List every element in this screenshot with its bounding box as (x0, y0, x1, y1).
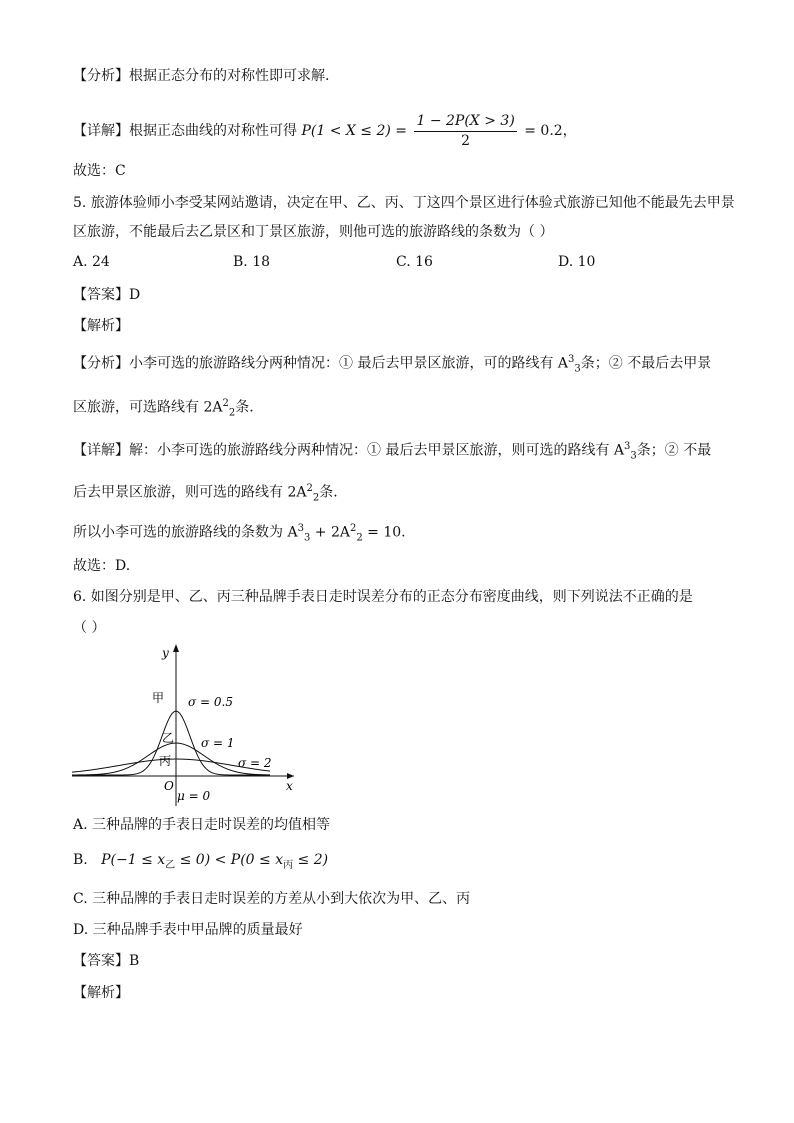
detail-tag: 【详解】 (73, 442, 129, 459)
q5-stem-line1: 5. 旅游体验师小李受某网站邀请，决定在甲、乙、丙、丁这四个景区进行体验式旅游已知他不能最先去甲景 (73, 195, 735, 211)
subscript: 3 (303, 532, 311, 544)
formula-fraction (414, 112, 516, 150)
q6-option-c: C. 三种品牌的手表日走时误差的方差从小到大依次为甲、乙、丙 (73, 891, 471, 907)
sum-text: = 10. (362, 524, 406, 541)
analysis-tag: 【分析】 (73, 68, 129, 84)
q5-detail-line2 (73, 479, 338, 508)
q5-stem-line2: 区旅游，不能最后去乙景区和丁景区旅游，则他可选的旅游路线的条数为（ ） (73, 224, 554, 240)
subscript: 丙 (283, 859, 294, 871)
detail-text: 条. (319, 484, 338, 501)
subscript: 2 (312, 492, 320, 504)
q5-sum (73, 519, 406, 548)
analysis-tag: 【分析】 (73, 355, 129, 372)
analysis-text: 条；② 不最后去甲景 (580, 355, 712, 372)
analysis-text: 小李可选的旅游路线分两种情况：① 最后去甲景区旅游，可的路线有 A (129, 355, 569, 372)
answer-value: D (129, 287, 141, 303)
sum-text: + 2A (310, 524, 350, 541)
q6-stem-line1: 6. 如图分别是甲、乙、丙三种品牌手表日走时误差分布的正态分布密度曲线，则下列说法不正确的是 (73, 589, 693, 605)
curve-label-jia: 甲 (152, 691, 165, 705)
y-axis-arrow-icon (173, 644, 179, 652)
option-b-expr: P(−1 ≤ x (101, 852, 166, 868)
subscript: 3 (630, 450, 637, 462)
q5-option-b: B. 18 (233, 254, 271, 270)
q6-option-d: D. 三种品牌手表中甲品牌的质量最好 (73, 922, 303, 938)
option-b-expr: ≤ 2) (293, 852, 329, 868)
subscript: 2 (228, 407, 236, 419)
detail-text: 条；② 不最 (636, 442, 712, 459)
detail-tag: 【详解】 (73, 123, 129, 139)
subscript: 乙 (165, 859, 176, 871)
analysis-text: 区旅游，可选路线有 2A (73, 399, 223, 416)
superscript: 3 (624, 441, 631, 452)
answer-value: B (129, 953, 140, 969)
q5-option-d: D. 10 (558, 254, 596, 270)
q6-option-b (73, 850, 328, 876)
analysis-text: 根据正态分布的对称性即可求解. (129, 68, 330, 84)
formula-denominator: 2 (461, 133, 471, 149)
sigma-label-jia: σ = 0.5 (188, 695, 233, 709)
q6-stem-line2: （ ） (73, 620, 106, 636)
answer-tag: 【答案】 (73, 287, 129, 303)
formula-rhs: = 0.2， (524, 123, 577, 139)
option-b-label: B. (73, 852, 88, 868)
q5-solution-tag: 【解析】 (73, 318, 129, 334)
superscript: 2 (222, 398, 229, 409)
y-axis-label: y (162, 646, 169, 660)
normal-curves-figure (70, 640, 310, 810)
x-axis-label: x (286, 779, 293, 793)
q5-option-c: C. 16 (396, 254, 433, 270)
detail-text: 解：小李可选的旅游路线分两种情况：① 最后去甲景区旅游，则可选的路线有 A (129, 442, 625, 459)
curve-label-bing: 丙 (159, 754, 172, 768)
q6-answer (73, 951, 139, 971)
analysis-text: 条. (235, 399, 254, 416)
q5-answer (73, 285, 140, 305)
q5-option-a: A. 24 (73, 254, 110, 270)
superscript: 2 (349, 523, 357, 534)
superscript: 3 (568, 354, 575, 365)
q4-detail (73, 112, 577, 150)
formula-numerator: 1 − 2P(X > 3) (414, 112, 516, 132)
q6-solution-tag: 【解析】 (73, 985, 129, 1001)
curve-label-yi: 乙 (162, 731, 175, 745)
q4-choose: 故选：C (73, 163, 126, 179)
sum-text: 所以小李可选的旅游路线的条数为 A (73, 524, 298, 541)
sigma-label-bing: σ = 2 (238, 756, 272, 770)
detail-text: 根据正态曲线的对称性可得 (129, 123, 297, 139)
sigma-label-yi: σ = 1 (201, 736, 235, 750)
q5-analysis-line1 (73, 350, 711, 379)
formula-lhs: P(1 < X ≤ 2) = (301, 123, 408, 139)
subscript: 2 (356, 532, 363, 544)
q5-analysis-line2 (73, 394, 254, 423)
q4-analysis (73, 66, 329, 86)
option-b-expr: ≤ 0) < P(0 ≤ x (175, 852, 284, 868)
q5-detail-line1 (73, 437, 711, 466)
detail-text: 后去甲景区旅游，则可选的路线有 2A (73, 484, 307, 501)
superscript: 2 (306, 483, 313, 494)
superscript: 3 (297, 523, 304, 534)
mu-label: μ = 0 (177, 789, 211, 803)
q5-choose: 故选：D. (73, 558, 131, 574)
answer-tag: 【答案】 (73, 953, 129, 969)
q6-option-a: A. 三种品牌的手表日走时误差的均值相等 (73, 817, 331, 833)
subscript: 3 (574, 363, 581, 375)
origin-label: O (164, 779, 174, 793)
